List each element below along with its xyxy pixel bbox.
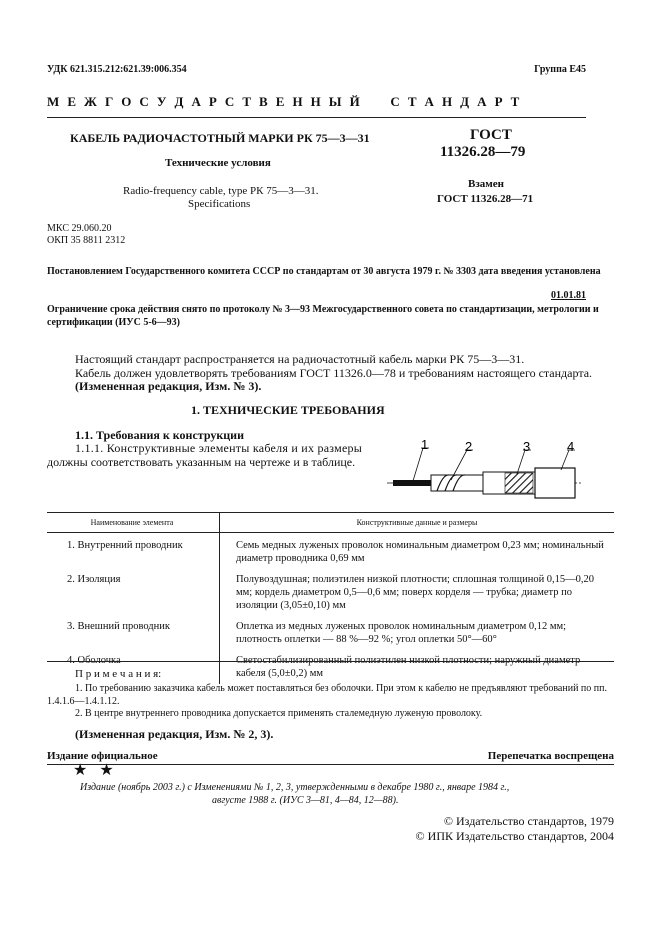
element-data: Полувоздушная; полиэтилен низкой плотности; сплошная толщиной 0,15—0,20 мм; кордель диаметром 0,5—0,6 мм; поверх корделя — трубка; диаметр по изоляции (3,05±0,10) мм (220, 571, 615, 618)
notes-edition: (Измененная редакция, Изм. № 2, 3). (75, 727, 274, 741)
footer-divider (47, 764, 614, 765)
notes-title: П р и м е ч а н и я: (75, 668, 162, 680)
column-header-element: Наименование элемента (47, 513, 220, 533)
edition-history-line-2: августе 1988 г. (ИУС 3—81, 4—84, 12—88). (212, 795, 399, 806)
limitation-note: Ограничение срока действия снято по протоколу № 3—93 Межгосударственного совета по стандартизации, метрологии и сертификации (ИУС 5-6—93) (47, 304, 599, 328)
replaces-label: Взамен (468, 178, 504, 190)
drawing-label-2: 2 (465, 439, 473, 454)
edition-history-line-1: Издание (ноябрь 2003 г.) с Изменениями № 1, 2, 3, утвержденными в декабре 1980 г., январе 1984 г., (80, 782, 510, 793)
intro-edition-note: (Измененная редакция, Изм. № 3). (75, 379, 262, 393)
element-name: 2. Изоляция (67, 574, 121, 585)
copyright-1979: © Издательство стандартов, 1979 (443, 814, 614, 828)
element-name: 3. Внешний проводник (67, 621, 170, 632)
drawing-label-1: 1 (421, 437, 429, 452)
element-data: Оплетка из медных луженых проволок номинальным диаметром 0,12 мм; плотность оплетки — 88 %—92 %; угол оплетки 50°—60° (220, 618, 615, 652)
column-header-data: Конструктивные данные и размеры (220, 513, 615, 533)
mks-code: МКС 29.060.20 (47, 223, 112, 234)
insulation-shape (431, 475, 485, 491)
note-2: 2. В центре внутреннего проводника допускается применять сталемедную луженую проволоку. (75, 708, 483, 719)
drawing-label-4: 4 (567, 439, 575, 454)
reprint-prohibited-label: Перепечатка воспрещена (487, 750, 614, 762)
table-row (47, 571, 614, 618)
okp-code: ОКП 35 8811 2312 (47, 235, 126, 246)
specification-table (47, 513, 614, 684)
copyright-2004: © ИПК Издательство стандартов, 2004 (415, 829, 614, 843)
leader-line (413, 448, 423, 481)
gost-label: ГОСТ (470, 127, 512, 143)
english-subtitle: Specifications (188, 198, 251, 210)
requirement-paragraph-line-1: 1.1.1. Конструктивные элементы кабеля и их размеры (75, 441, 363, 455)
cable-construction-drawing (385, 436, 585, 506)
element-name: 1. Внутренний проводник (67, 540, 183, 551)
interstate-standard-banner: М Е Ж Г О С У Д А Р С Т В Е Н Н Ы Й С Т А Н Д А Р Т (47, 94, 522, 109)
requirement-paragraph-line-2: должны соответствовать указанным на чертеже и в таблице. (47, 455, 356, 469)
specification-table-wrapper (47, 513, 614, 684)
jacket-shape (535, 468, 575, 498)
official-edition-label: Издание официальное (47, 750, 158, 762)
document-subtitle: Технические условия (165, 157, 271, 169)
braid-fill (505, 473, 533, 493)
element-data: кабеля (5,0±0,2) мм (220, 652, 615, 684)
document-title: КАБЕЛЬ РАДИОЧАСТОТНЫЙ МАРКИ РК 75—3—31 (70, 131, 370, 145)
intro-paragraph-1: Настоящий стандарт распространяется на радиочастотный кабель марки РК 75—3—31. (75, 352, 525, 366)
intro-paragraph-2: Кабель должен удовлетворять требованиям ГОСТ 11326.0—78 и требованиям настоящего стандарта. (75, 366, 593, 380)
udk-code: УДК 621.315.212:621.39:006.354 (47, 64, 187, 75)
star-icon: ★ ★ (73, 762, 118, 779)
gost-number: 11326.28—79 (440, 144, 526, 160)
decree-text: Постановлением Государственного комитета СССР по стандартам от 30 августа 1979 г. № 3303 дата введения установлена (47, 266, 601, 277)
subsection-title: 1.1. Требования к конструкции (75, 428, 245, 442)
table-row (47, 533, 614, 572)
section-title: 1. ТЕХНИЧЕСКИЕ ТРЕБОВАНИЯ (191, 403, 385, 417)
introduction-date: 01.01.81 (551, 290, 586, 301)
element-data: Семь медных луженых проволок номинальным диаметром 0,23 мм; номинальный диаметр проводника 0,69 мм (220, 533, 615, 572)
table-row (47, 618, 614, 652)
header-divider (47, 117, 586, 118)
table-header-row (47, 513, 614, 533)
group-code: Группа Е45 (534, 64, 586, 75)
table-bottom-rule (47, 661, 614, 662)
english-title: Radio-frequency cable, type РК 75—3—31. (123, 185, 319, 197)
note-1: 1. По требованию заказчика кабель может поставляться без оболочки. При этом к кабелю не предъявляют требований по пп. 1.4.1.6—1.4.1.12. (47, 683, 607, 707)
drawing-label-3: 3 (523, 439, 531, 454)
replaces-number: ГОСТ 11326.28—71 (437, 193, 534, 205)
